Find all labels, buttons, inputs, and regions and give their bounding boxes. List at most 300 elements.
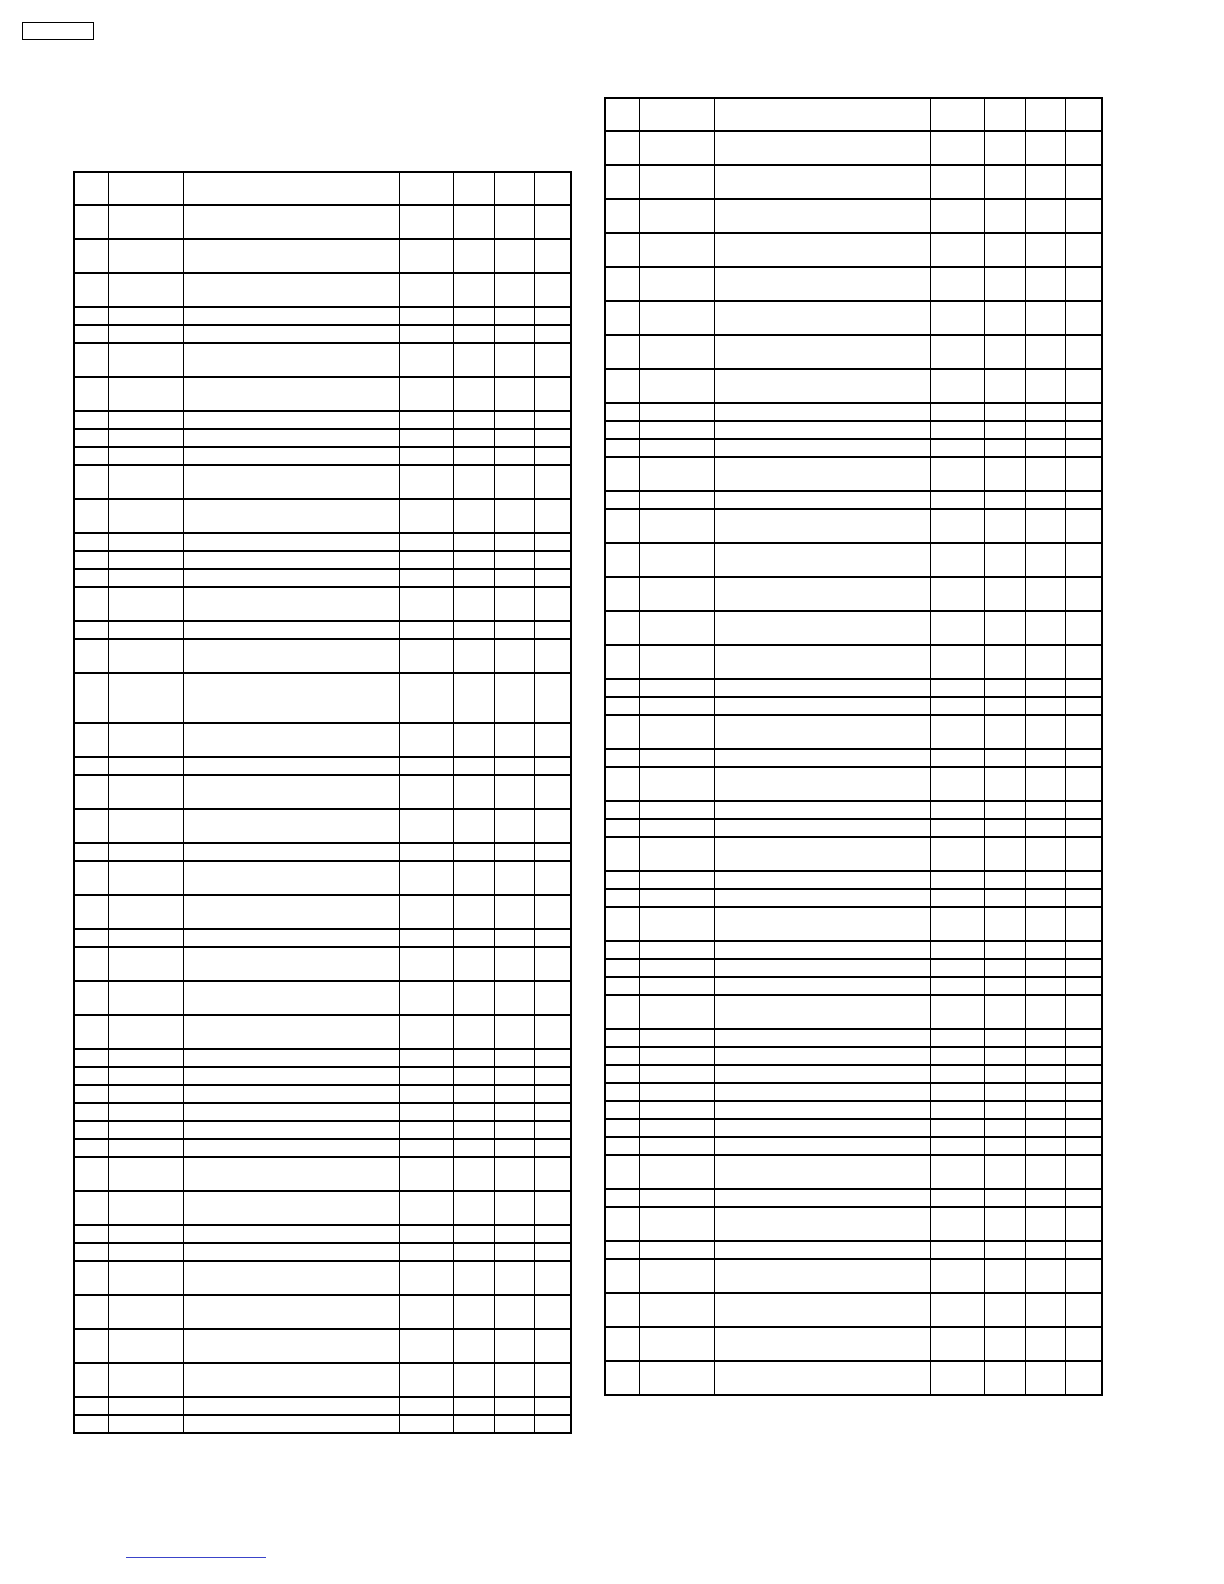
table-cell [930, 767, 984, 801]
table-cell [453, 1397, 494, 1415]
table-cell [183, 1415, 399, 1433]
table-cell [714, 749, 930, 767]
table-cell [494, 551, 534, 569]
table-cell [534, 861, 571, 895]
table-cell [984, 959, 1025, 977]
table-cell [534, 1015, 571, 1049]
table-cell [1025, 1047, 1065, 1065]
table-cell [399, 723, 453, 757]
table-cell [183, 307, 399, 325]
table-cell [605, 509, 639, 543]
table-cell [453, 343, 494, 377]
table-cell [639, 509, 714, 543]
table-cell [399, 1397, 453, 1415]
table-cell [605, 1293, 639, 1327]
table-cell [984, 907, 1025, 941]
table-cell [714, 645, 930, 679]
table-cell [399, 981, 453, 1015]
table-cell [108, 809, 183, 843]
table-cell [639, 1361, 714, 1395]
table-cell [714, 1293, 930, 1327]
table-cell [639, 819, 714, 837]
table-cell [930, 907, 984, 941]
table-cell [639, 889, 714, 907]
table-cell [494, 429, 534, 447]
table-cell [984, 889, 1025, 907]
table-cell [984, 1101, 1025, 1119]
table-cell [1065, 959, 1102, 977]
table-cell [930, 1189, 984, 1207]
table-row [74, 1015, 571, 1049]
table-cell [605, 837, 639, 871]
table-cell [984, 767, 1025, 801]
table-cell [605, 871, 639, 889]
table-cell [453, 239, 494, 273]
table-row [74, 673, 571, 723]
table-cell [714, 509, 930, 543]
table-cell [108, 1191, 183, 1225]
table-row [605, 403, 1102, 421]
table-cell [1065, 1047, 1102, 1065]
table-cell [74, 205, 108, 239]
table-row [605, 679, 1102, 697]
table-cell [714, 995, 930, 1029]
table-cell [639, 335, 714, 369]
table-cell [1025, 577, 1065, 611]
table-cell [108, 1139, 183, 1157]
table-cell [108, 465, 183, 499]
table-cell [984, 801, 1025, 819]
table-cell [534, 1329, 571, 1363]
footer-link[interactable] [126, 1557, 266, 1558]
table-cell [108, 1157, 183, 1191]
table-cell [1065, 819, 1102, 837]
table-cell [1025, 165, 1065, 199]
table-cell [399, 1225, 453, 1243]
table-cell [399, 465, 453, 499]
table-row [74, 587, 571, 621]
table-cell [1065, 543, 1102, 577]
table-cell [494, 411, 534, 429]
table-cell [1025, 679, 1065, 697]
table-cell [984, 131, 1025, 165]
table-cell [605, 749, 639, 767]
table-cell [1065, 267, 1102, 301]
table-cell [74, 569, 108, 587]
table-cell [108, 981, 183, 1015]
table-cell [605, 1137, 639, 1155]
table-cell [1025, 1293, 1065, 1327]
table-cell [108, 1295, 183, 1329]
table-cell [639, 369, 714, 403]
table-cell [399, 1243, 453, 1261]
table-row [605, 165, 1102, 199]
table-row [605, 1361, 1102, 1395]
table-cell [494, 307, 534, 325]
table-cell [1025, 439, 1065, 457]
table-cell [984, 697, 1025, 715]
table-cell [1025, 403, 1065, 421]
table-cell [1065, 611, 1102, 645]
table-cell [74, 1139, 108, 1157]
table-row [605, 611, 1102, 645]
table-cell [399, 843, 453, 861]
table-cell [639, 1293, 714, 1327]
table-cell [639, 131, 714, 165]
table-cell [399, 377, 453, 411]
table-cell [494, 1103, 534, 1121]
table-cell [494, 843, 534, 861]
table-cell [984, 1083, 1025, 1101]
table-cell [605, 1065, 639, 1083]
table-cell [1025, 1189, 1065, 1207]
table-cell [453, 499, 494, 533]
table-cell [930, 421, 984, 439]
table-row [605, 977, 1102, 995]
table-cell [605, 1101, 639, 1119]
table-cell [453, 929, 494, 947]
table-row [74, 843, 571, 861]
table-row [605, 1189, 1102, 1207]
table-cell [1025, 301, 1065, 335]
table-cell [930, 977, 984, 995]
table-cell [399, 447, 453, 465]
column-header [74, 172, 108, 205]
table-cell [605, 1155, 639, 1189]
table-cell [714, 837, 930, 871]
table-cell [930, 801, 984, 819]
table-cell [494, 1085, 534, 1103]
table-cell [984, 165, 1025, 199]
table-cell [605, 335, 639, 369]
table-row [74, 1121, 571, 1139]
table-row [605, 749, 1102, 767]
table-cell [183, 673, 399, 723]
table-row [605, 1101, 1102, 1119]
table-cell [984, 439, 1025, 457]
table-cell [714, 233, 930, 267]
table-cell [714, 889, 930, 907]
table-cell [494, 239, 534, 273]
table-cell [605, 491, 639, 509]
table-cell [1065, 457, 1102, 491]
table-cell [930, 837, 984, 871]
table-cell [984, 491, 1025, 509]
table-cell [714, 715, 930, 749]
table-cell [605, 941, 639, 959]
table-cell [605, 645, 639, 679]
table-cell [605, 697, 639, 715]
table-cell [494, 465, 534, 499]
table-cell [1025, 421, 1065, 439]
table-cell [534, 325, 571, 343]
table-cell [639, 165, 714, 199]
table-cell [399, 621, 453, 639]
table-cell [714, 1065, 930, 1083]
table-cell [494, 1363, 534, 1397]
column-header [494, 172, 534, 205]
table-cell [108, 1085, 183, 1103]
table-cell [494, 775, 534, 809]
table-cell [453, 273, 494, 307]
table-cell [183, 499, 399, 533]
table-cell [399, 947, 453, 981]
table-cell [639, 199, 714, 233]
table-cell [399, 1157, 453, 1191]
table-cell [1065, 907, 1102, 941]
table-cell [639, 837, 714, 871]
table-cell [399, 1329, 453, 1363]
table-cell [74, 981, 108, 1015]
table-cell [605, 977, 639, 995]
table-cell [984, 749, 1025, 767]
table-cell [534, 1103, 571, 1121]
table-cell [984, 837, 1025, 871]
table-cell [1065, 977, 1102, 995]
table-row [74, 343, 571, 377]
table-cell [534, 1139, 571, 1157]
table-cell [1065, 1119, 1102, 1137]
table-cell [1025, 889, 1065, 907]
table-cell [494, 757, 534, 775]
table-cell [714, 679, 930, 697]
table-cell [183, 843, 399, 861]
table-cell [1025, 1241, 1065, 1259]
table-cell [74, 533, 108, 551]
table-cell [74, 343, 108, 377]
table-cell [1065, 1083, 1102, 1101]
table-cell [74, 551, 108, 569]
table-cell [1025, 1029, 1065, 1047]
table-cell [1065, 1155, 1102, 1189]
table-cell [494, 929, 534, 947]
table-cell [74, 1363, 108, 1397]
table-row [74, 273, 571, 307]
table-row [605, 1047, 1102, 1065]
table-cell [108, 1243, 183, 1261]
table-cell [399, 325, 453, 343]
table-cell [494, 1261, 534, 1295]
table-cell [1065, 837, 1102, 871]
table-cell [1065, 1137, 1102, 1155]
table-cell [453, 621, 494, 639]
table-cell [639, 491, 714, 509]
table-cell [534, 981, 571, 1015]
table-cell [605, 1361, 639, 1395]
table-cell [453, 809, 494, 843]
table-row [74, 465, 571, 499]
table-cell [714, 1207, 930, 1241]
table-cell [930, 1029, 984, 1047]
table-cell [494, 205, 534, 239]
table-cell [183, 533, 399, 551]
table-cell [399, 1049, 453, 1067]
table-cell [984, 199, 1025, 233]
table-row [74, 1049, 571, 1067]
table-cell [534, 775, 571, 809]
table-cell [605, 767, 639, 801]
table-cell [714, 1047, 930, 1065]
table-cell [183, 1225, 399, 1243]
table-cell [494, 325, 534, 343]
table-cell [453, 1415, 494, 1433]
table-cell [1025, 871, 1065, 889]
table-cell [984, 403, 1025, 421]
table-cell [639, 439, 714, 457]
table-cell [1065, 1101, 1102, 1119]
table-row [605, 1083, 1102, 1101]
table-cell [183, 1085, 399, 1103]
table-cell [984, 871, 1025, 889]
table-cell [183, 465, 399, 499]
table-row [74, 775, 571, 809]
table-cell [453, 325, 494, 343]
table-row [74, 411, 571, 429]
table-cell [639, 941, 714, 959]
table-cell [183, 1261, 399, 1295]
table-cell [930, 1065, 984, 1083]
table-cell [714, 611, 930, 645]
table-cell [108, 411, 183, 429]
table-cell [1025, 907, 1065, 941]
table-cell [494, 533, 534, 551]
table-row [605, 131, 1102, 165]
table-cell [930, 509, 984, 543]
table-cell [534, 1415, 571, 1433]
table-cell [984, 1155, 1025, 1189]
table-cell [1025, 611, 1065, 645]
table-cell [1065, 715, 1102, 749]
table-cell [494, 809, 534, 843]
table-row [74, 1295, 571, 1329]
table-cell [984, 1327, 1025, 1361]
table-header-row [605, 98, 1102, 131]
table-cell [1025, 1083, 1065, 1101]
table-cell [984, 543, 1025, 577]
table-cell [74, 1015, 108, 1049]
table-cell [494, 447, 534, 465]
table-cell [494, 895, 534, 929]
table-cell [714, 457, 930, 491]
table-cell [74, 929, 108, 947]
table-cell [714, 1361, 930, 1395]
table-cell [453, 1225, 494, 1243]
table-cell [714, 301, 930, 335]
table-cell [183, 447, 399, 465]
table-row [605, 907, 1102, 941]
table-row [605, 421, 1102, 439]
table-cell [453, 1015, 494, 1049]
table-cell [534, 723, 571, 757]
table-cell [74, 947, 108, 981]
table-cell [605, 301, 639, 335]
table-cell [453, 1243, 494, 1261]
table-cell [183, 325, 399, 343]
table-cell [984, 819, 1025, 837]
table-cell [494, 1295, 534, 1329]
table-cell [605, 1189, 639, 1207]
table-cell [605, 267, 639, 301]
table-cell [108, 1415, 183, 1433]
table-cell [714, 697, 930, 715]
table-cell [399, 809, 453, 843]
table-cell [534, 1085, 571, 1103]
table-row [605, 335, 1102, 369]
table-cell [74, 895, 108, 929]
table-cell [494, 1415, 534, 1433]
table-cell [74, 465, 108, 499]
table-row [74, 929, 571, 947]
table-cell [494, 639, 534, 673]
table-cell [453, 411, 494, 429]
table-cell [605, 959, 639, 977]
table-cell [183, 1329, 399, 1363]
table-cell [639, 301, 714, 335]
table-cell [930, 491, 984, 509]
table-cell [1025, 543, 1065, 577]
table-cell [534, 307, 571, 325]
table-cell [399, 411, 453, 429]
table-cell [183, 205, 399, 239]
table-row [74, 621, 571, 639]
table-cell [930, 1259, 984, 1293]
table-cell [74, 325, 108, 343]
table-cell [494, 343, 534, 377]
table-row [605, 199, 1102, 233]
table-row [605, 697, 1102, 715]
table-cell [714, 1029, 930, 1047]
table-cell [534, 533, 571, 551]
table-cell [930, 457, 984, 491]
table-cell [605, 457, 639, 491]
table-row [605, 457, 1102, 491]
table-row [605, 1065, 1102, 1083]
table-cell [984, 679, 1025, 697]
table-cell [930, 819, 984, 837]
table-cell [930, 749, 984, 767]
table-cell [714, 1137, 930, 1155]
table-cell [399, 775, 453, 809]
table-cell [108, 239, 183, 273]
table-row [74, 809, 571, 843]
table-row [74, 1261, 571, 1295]
table-cell [108, 1225, 183, 1243]
table-cell [453, 377, 494, 411]
table-cell [1065, 767, 1102, 801]
table-cell [74, 1225, 108, 1243]
table-cell [1065, 871, 1102, 889]
table-row [74, 639, 571, 673]
table-cell [534, 411, 571, 429]
table-cell [639, 1047, 714, 1065]
table-cell [183, 1121, 399, 1139]
table-cell [108, 447, 183, 465]
table-cell [1065, 679, 1102, 697]
table-cell [494, 1191, 534, 1225]
column-header [453, 172, 494, 205]
table-cell [1065, 1259, 1102, 1293]
table-cell [605, 369, 639, 403]
table-cell [1025, 977, 1065, 995]
table-cell [984, 715, 1025, 749]
table-cell [534, 587, 571, 621]
table-cell [399, 239, 453, 273]
table-cell [1065, 335, 1102, 369]
table-cell [1025, 509, 1065, 543]
table-cell [399, 205, 453, 239]
table-cell [534, 499, 571, 533]
table-cell [1065, 199, 1102, 233]
